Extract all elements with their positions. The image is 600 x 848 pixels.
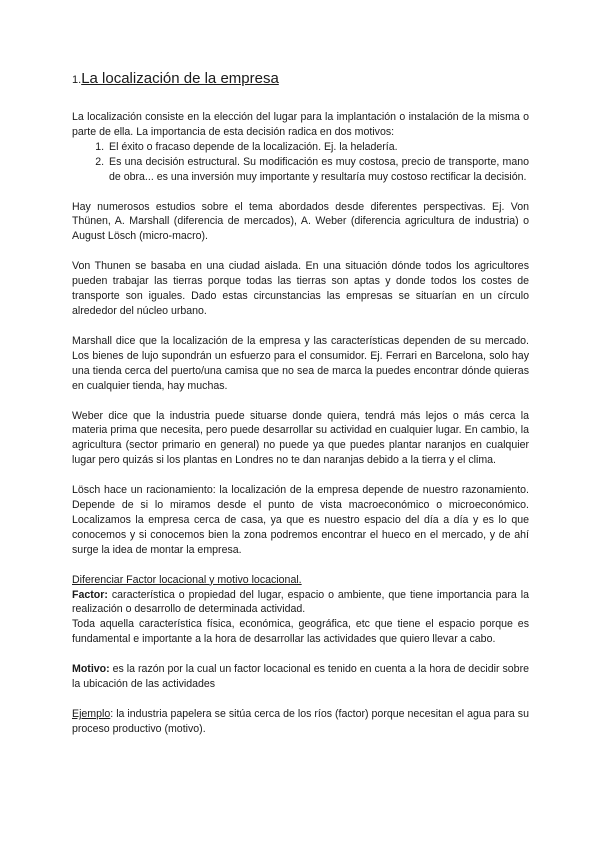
- intro-paragraph: La localización consiste en la elección del lugar para la implantación o instalación de la misma o parte de ella. La importancia de esta decisión radica en dos motivos:: [72, 111, 529, 138]
- factor-definition: [72, 588, 529, 618]
- paragraph-studies: Hay numerosos estudios sobre el tema abordados desde diferentes perspectivas. Ej. Von Thünen, A. Marshall (diferencia de mercados), A. Weber (diferencia agricultura de industria) o August Lösch (micro-macro).: [72, 200, 529, 243]
- motivo-definition: [72, 662, 529, 692]
- list-item: 2. Es una decisión estructural. Su modificación es muy costosa, precio de transporte, mano de obra... es una inversión muy importante y resultaría muy costoso rectificar la decisión.: [107, 155, 529, 185]
- section-subtitle: Diferenciar Factor locacional y motivo locacional.: [72, 573, 302, 586]
- heading-number: 1.: [72, 74, 82, 86]
- factor-text: característica o propiedad del lugar, espacio o ambiente, que tiene importancia para la realización o desarrollo de determinada actividad.: [72, 588, 529, 616]
- factor-extra: Toda aquella característica física, económica, geográfica, etc que tiene el espacio porque es fundamental e importante a la hora de desarrollar las actividades que quiero llevar a cabo.: [72, 618, 529, 646]
- paragraph-losch: Lösch hace un racionamiento: la localización de la empresa depende de nuestro razonamiento. Depende de si lo miramos desde el punto de vista macroeconómico o microeconómico. Localizamos la empresa cerca de casa, ya que es nuestro espacio del día a día y es lo que conocemos y si conocemos bien la zona podremos encontrar el hueco en el mercado, y de ahí surge la idea de montar la empresa.: [72, 484, 529, 556]
- motivo-label: Motivo:: [72, 663, 110, 676]
- ejemplo-paragraph: [72, 707, 529, 737]
- heading-text: La localización de la empresa: [81, 70, 279, 87]
- document-page: [72, 70, 529, 752]
- list-item: 1. El éxito o fracaso depende de la localización. Ej. la heladería.: [107, 140, 529, 155]
- paragraph-marshall: Marshall dice que la localización de la empresa y las características dependen de su mercado. Los bienes de lujo supondrán un esfuerzo para el consumidor. Ej. Ferrari en Barcelona, solo hay una tienda cerca del puerto/una camisa que no sea de marca la puedes encontrar dónde quieras en cualquier tienda, hay muchas.: [72, 334, 529, 392]
- motivo-text: es la razón por la cual un factor locacional es tenido en cuenta a la hora de decidir sobre la ubicación de las actividades: [72, 663, 529, 691]
- page-title: [72, 70, 529, 87]
- motives-list: [72, 140, 529, 185]
- ejemplo-text: : la industria papelera se sitúa cerca de los ríos (factor) porque necesitan el agua para su proceso productivo (motivo).: [72, 708, 529, 735]
- paragraph-von-thunen: Von Thunen se basaba en una ciudad aislada. En una situación dónde todos los agricultores pueden trabajar las tierras porque todas las tierras son aptas y donde todos los costes de transporte son iguales. Dado estas circunstancias las empresas se situarían en un círculo alrededor del núcleo urbano.: [72, 260, 529, 317]
- paragraph-weber: Weber dice que la industria puede situarse donde quiera, tendrá más lejos o más cerca la materia prima que necesita, pero puede desarrollar su actividad en cualquier lugar. En cambio, la agricultura (sector primario en general) no puede ya que puedes plantar naranjos en cualquier lugar pero quizás si los plantas en Londres no te dan naranjas debido a la tierra y el clima.: [72, 409, 529, 467]
- factor-label: Factor:: [72, 588, 108, 601]
- ejemplo-label: Ejemplo: [72, 708, 111, 720]
